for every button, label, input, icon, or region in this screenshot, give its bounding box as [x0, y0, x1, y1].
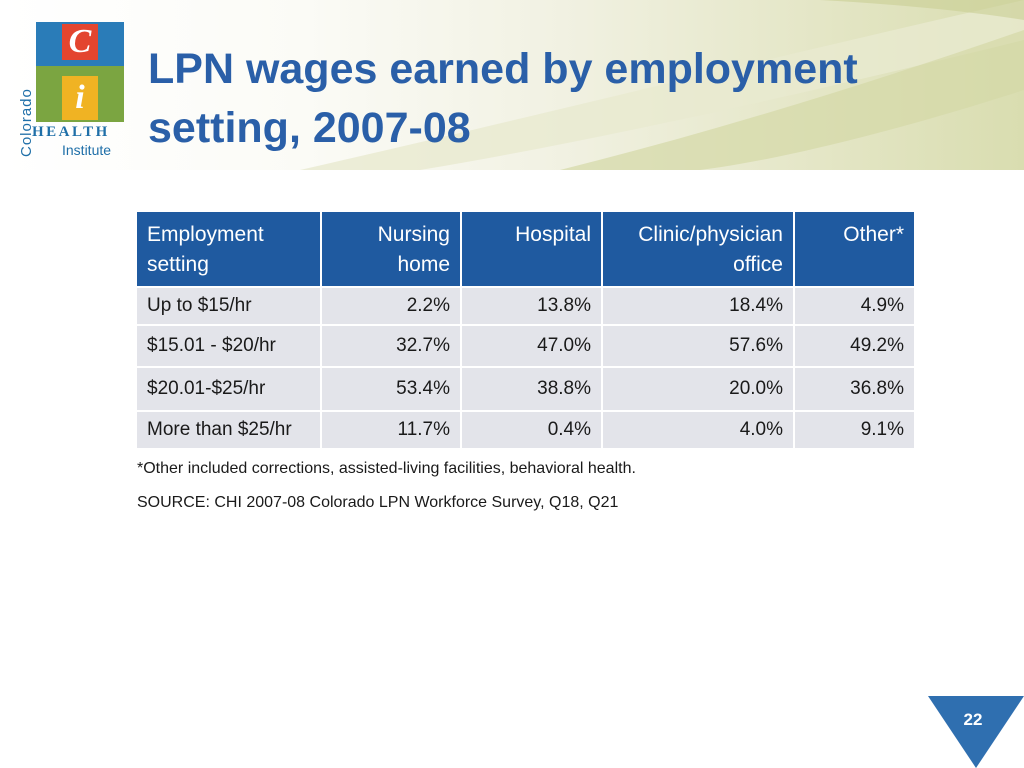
wages-table [137, 212, 914, 448]
page-number-badge [928, 696, 1024, 768]
page-number: 22 [963, 710, 983, 729]
logo-i-square [62, 76, 98, 120]
cell-other: 4.9% [795, 286, 914, 324]
cell-other: 9.1% [795, 410, 914, 448]
logo-health-text: HEALTH [32, 124, 110, 140]
cell-clinic: 18.4% [603, 286, 795, 324]
logo-i-letter: i [75, 79, 85, 116]
cell-other: 36.8% [795, 366, 914, 410]
header-line: office [733, 253, 783, 276]
cell-nursing-home: 2.2% [322, 286, 462, 324]
cell-hospital: 38.8% [462, 366, 603, 410]
table-row [137, 410, 914, 448]
header-line: Hospital [515, 223, 591, 246]
row-label: Up to $15/hr [137, 286, 322, 324]
header-line: Clinic/physician [638, 223, 783, 246]
header-hospital [462, 212, 603, 286]
cell-clinic: 57.6% [603, 324, 795, 366]
header-employment-setting [137, 212, 322, 286]
row-label: More than $25/hr [137, 410, 322, 448]
logo-c-letter: C [68, 23, 92, 60]
logo-institute-text: Institute [62, 142, 112, 158]
footnote: *Other included corrections, assisted-living facilities, behavioral health. [137, 460, 636, 477]
header-line: Employment [147, 223, 264, 246]
page-title: LPN wages earned by employment setting, 2007-08 [148, 45, 858, 152]
header-line: Other* [843, 223, 904, 246]
table-row [137, 286, 914, 324]
logo-c-square [62, 24, 98, 60]
row-label: $20.01-$25/hr [137, 366, 322, 410]
cell-nursing-home: 53.4% [322, 366, 462, 410]
cell-hospital: 47.0% [462, 324, 603, 366]
chi-logo [8, 18, 132, 163]
cell-hospital: 13.8% [462, 286, 603, 324]
header-line: Nursing [377, 223, 450, 246]
logo-c-block [36, 22, 124, 66]
cell-hospital: 0.4% [462, 410, 603, 448]
header-nursing-home [322, 212, 462, 286]
logo-colorado-text: Colorado [18, 88, 35, 158]
logo-i-block [36, 66, 124, 122]
cell-other: 49.2% [795, 324, 914, 366]
header-line: home [397, 253, 450, 276]
cell-clinic: 4.0% [603, 410, 795, 448]
header-other [795, 212, 914, 286]
cell-nursing-home: 32.7% [322, 324, 462, 366]
source-note: SOURCE: CHI 2007-08 Colorado LPN Workforce Survey, Q18, Q21 [137, 494, 619, 511]
header-line: setting [147, 253, 209, 276]
table-row [137, 324, 914, 366]
table-row [137, 366, 914, 410]
table-header-row [137, 212, 914, 286]
header-clinic-physician-office [603, 212, 795, 286]
row-label: $15.01 - $20/hr [137, 324, 322, 366]
cell-nursing-home: 11.7% [322, 410, 462, 448]
cell-clinic: 20.0% [603, 366, 795, 410]
